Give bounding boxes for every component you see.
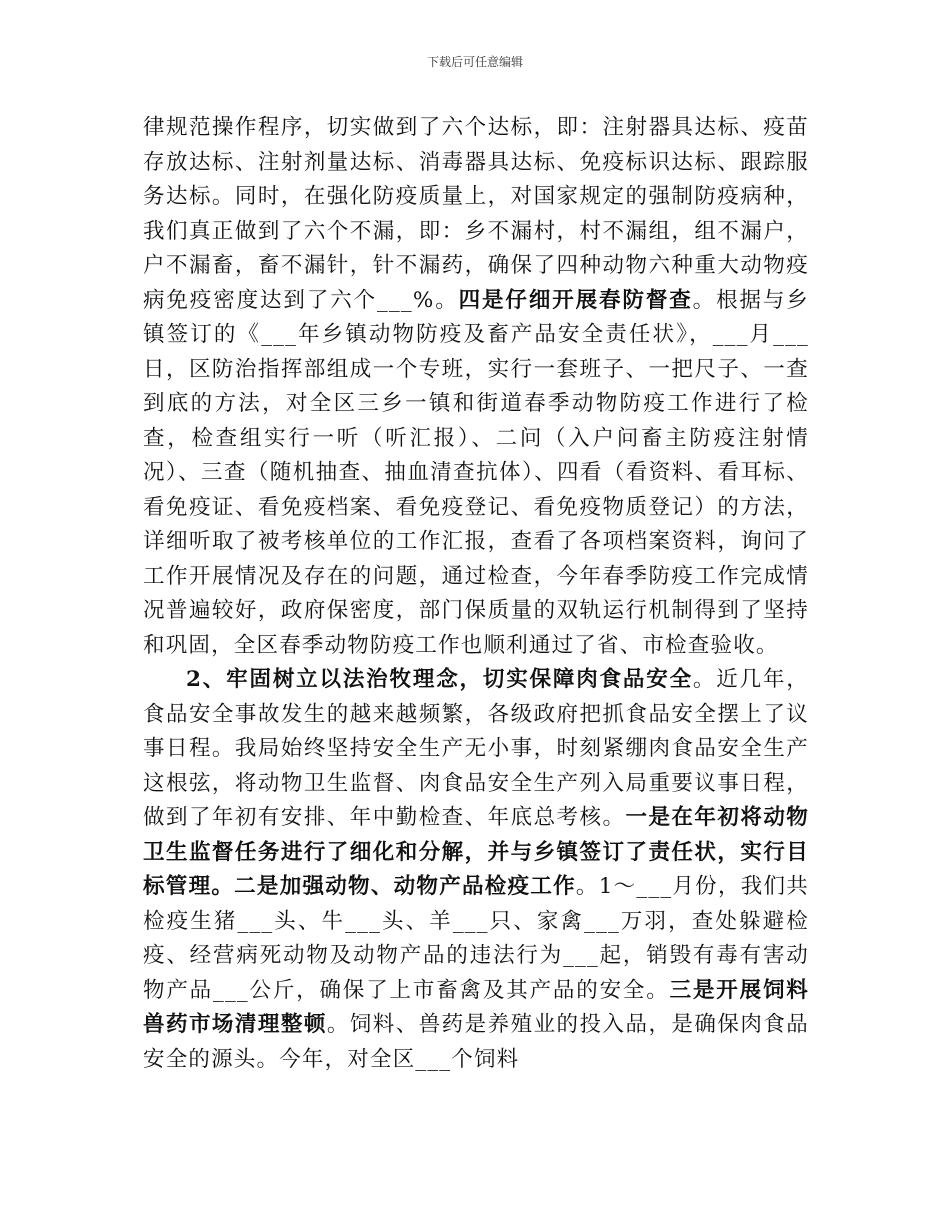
bold-heading-run: 一是在年初将动物卫生监督任务进行了细化和分解，并与乡镇签订了责任状，实行目标管理。二是加强动物、动物产品检疫工作 [143,805,809,899]
text-run: 。1～___月份，我们共检疫生猪___头、牛___头、羊___只、家禽___万羽，查处躲避检疫、经营病死动物及动物产品的违法行为___起，销毁有毒有害动物产品___公斤，确保了上市畜禽及其产品的安全。 [143,874,809,1003]
text-run: 。根据与乡镇签订的《___年乡镇动物防疫及畜产品安全责任状》，___月___日，区防治指挥部组成一个专班，实行一套班子、一把尺子、一查到底的方法，对全区三乡一镇和街道春季动物防疫工作进行了检查，检查组实行一听（听汇报）、二问（入户问畜主防疫注射情况）、三查（随机抽查、抽血清查抗体）、四看（看资料、看耳标、看免疫证、看免疫档案、看免疫登记、看免疫物质登记）的方法，详细听取了被考核单位的工作汇报，查看了各项档案资料，询问了工作开展情况及存在的问题，通过检查，今年春季防疫工作完成情况普遍较好，政府保密度，部门保质量的双轨运行机制得到了坚持和巩固，全区春季动物防疫工作也顺利通过了省、市检查验收。 [143,287,809,658]
bold-heading-run: 2、牢固树立以法治牧理念，切实保障肉食品安全 [186,667,693,692]
bold-heading-run: 三是开展饲料兽药市场清理整顿 [143,977,810,1037]
document-body [143,111,809,1077]
page-header: 下载后可任意编辑 [426,55,523,69]
bold-heading-run: 四是仔细开展春防督查 [458,287,693,313]
text-run: 。近几年，食品安全事故发生的越来越频繁，各级政府把抓食品安全摆上了议事日程。我局始终坚持安全生产无小事，时刻紧绷肉食品安全生产这根弦，将动物卫生监督、肉食品安全生产列入局重要议事日程，做到了年初有安排、年中勤检查、年底总考核。 [143,667,809,830]
text-run: 律规范操作程序，切实做到了六个达标，即：注射器具达标、疫苗存放达标、注射剂量达标、消毒器具达标、免疫标识达标、跟踪服务达标。同时，在强化防疫质量上，对国家规定的强制防疫病种，我们真正做到了六个不漏，即：乡不漏村，村不漏组，组不漏户，户不漏畜，畜不漏针，针不漏药，确保了四种动物六种重大动物疫病免疫密度达到了六个___%。 [143,115,809,313]
paragraph-2 [143,663,809,1077]
paragraph-1 [143,111,809,663]
text-run: 。饲料、兽药是养殖业的投入品，是确保肉食品安全的源头。今年，对全区___个饲料 [143,1012,810,1072]
